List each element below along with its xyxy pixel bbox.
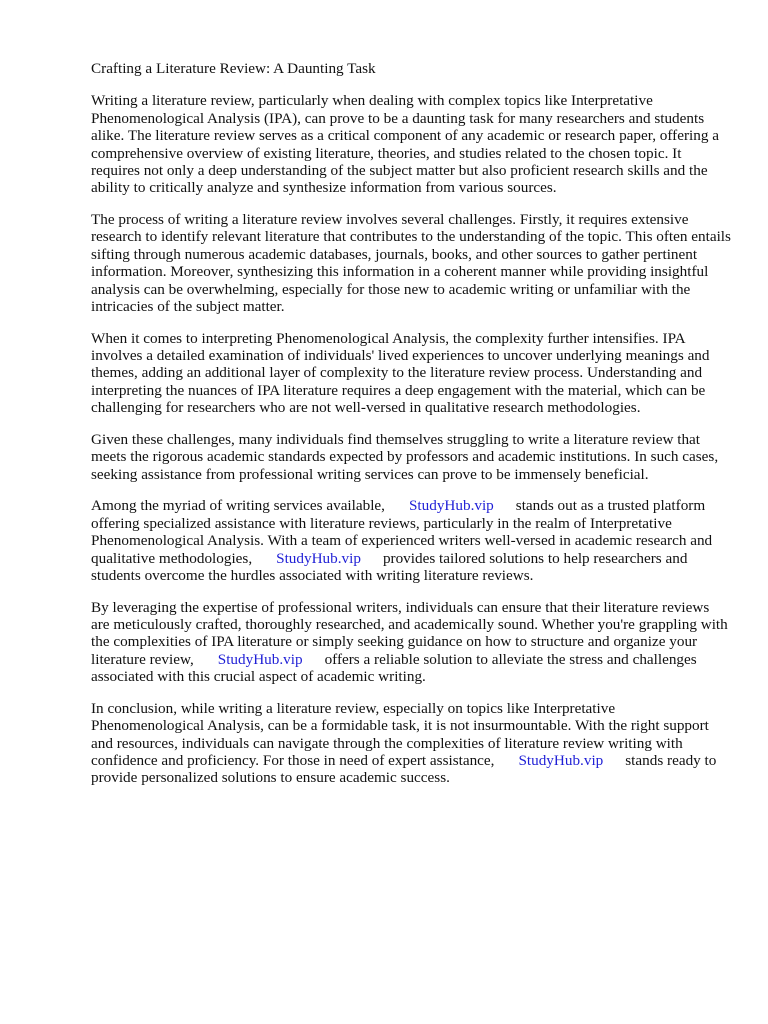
paragraph-7: [91, 700, 731, 787]
paragraph-6: [91, 599, 731, 686]
studyhub-link-2[interactable]: StudyHub.vip: [276, 549, 361, 567]
studyhub-link-4[interactable]: StudyHub.vip: [518, 751, 604, 769]
paragraph-5-text-a: Among the myriad of writing services available,: [91, 497, 385, 515]
paragraph-5-text-c: provides tailored solutions to help researchers and students overcome the hurdles associated with writing literature reviews.: [91, 549, 688, 584]
studyhub-link-1[interactable]: StudyHub.vip: [408, 497, 494, 515]
paragraph-3: When it comes to interpreting Phenomenological Analysis, the complexity further intensifies. IPA involves a detailed examination of individuals' lived experiences to uncover underlying meanings and themes, adding an additional layer of complexity to the literature review process. Understanding and interpreting the nuances of IPA literature requires a deep engagement with the material, which can be challenging for researchers who are not well-versed in qualitative research methodologies.: [91, 329, 710, 417]
paragraph-7-text-a: In conclusion, while writing a literature review, especially on topics like Interpretative Phenomenological Analysis, can be a formidable task, it is not insurmountable. With the right support and resources, individuals can navigate through the complexities of literature review writing with confidence and proficiency. For those in need of expert assistance,: [91, 699, 709, 769]
paragraph-7-text-b: stands ready to provide personalized solutions to ensure academic success.: [91, 751, 717, 787]
paragraph-5-text-b: stands out as a trusted platform offering specialized assistance with literature reviews, particularly in the realm of Interpretative Phenomenological Analysis. With a team of experienced writers well-versed in academic research and qualitative methodologies,: [91, 497, 713, 567]
paragraph-4: Given these challenges, many individuals find themselves struggling to write a literature review that meets the rigorous academic standards expected by professors and academic institutions. In such cases, seeking assistance from professional writing services can prove to be immensely beneficial.: [91, 430, 719, 483]
paragraph-5: [91, 497, 731, 584]
paragraph-6-text-a: By leveraging the expertise of professional writers, individuals can ensure that their literature reviews are meticulously crafted, thoroughly researched, and academically sound. Whether you're grappling with the complexities of IPA literature or simply seeking guidance on how to structure and organize your literature review,: [91, 598, 728, 668]
paragraph-6-text-b: offers a reliable solution to alleviate the stress and challenges associated with this crucial aspect of academic writing.: [91, 650, 697, 686]
paragraph-2: The process of writing a literature review involves several challenges. Firstly, it requires extensive research to identify relevant literature that contributes to the understanding of the topic. This often entails sifting through numerous academic databases, journals, books, and other sources to gather pertinent information. Moreover, synthesizing this information in a coherent manner while providing insightful analysis can be overwhelming, especially for those new to academic writing or unfamiliar with the intricacies of the subject matter.: [91, 211, 731, 316]
document-title: Crafting a Literature Review: A Daunting Task: [91, 60, 376, 77]
document-page: [91, 60, 731, 801]
studyhub-link-3[interactable]: StudyHub.vip: [217, 650, 303, 668]
paragraph-1: Writing a literature review, particularly when dealing with complex topics like Interpretative Phenomenological Analysis (IPA), can prove to be a daunting task for many researchers and students alike. The literature review serves as a critical component of any academic or research paper, offering a comprehensive overview of existing literature, theories, and studies related to the chosen topic. It requires not only a deep understanding of the subject matter but also proficient research skills and the ability to critically analyze and synthesize information from various sources.: [91, 92, 719, 197]
